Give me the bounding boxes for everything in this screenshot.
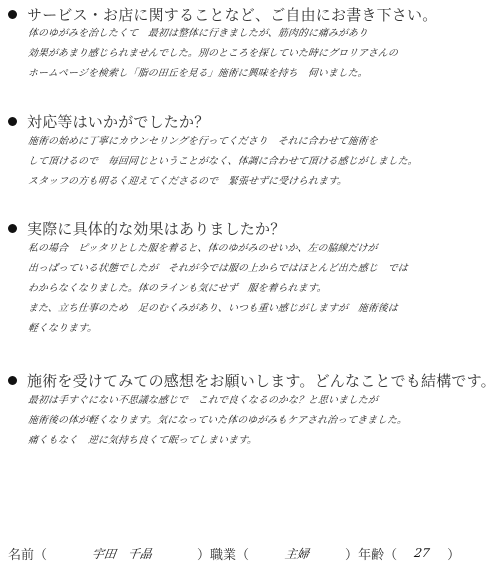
question-text: サービス・お店に関することなど、ご自由にお書き下さい。 (27, 5, 438, 24)
answer-line: また、立ち仕事のため 足のむくみがあり、いつも重い感じがしますが 施術後は (27, 303, 399, 314)
question-text: 施術を受けてみての感想をお願いします。どんなことでも結構です。 (27, 371, 496, 390)
answer-line: 痛くもなく 逆に気持ち良くて眠ってしまいます。 (27, 435, 258, 446)
answer-line: わからなくなりました。体のラインも気にせず 服を着られます。 (27, 283, 328, 294)
age-close-paren: ） (447, 547, 461, 563)
question-row (8, 370, 496, 390)
bullet-icon (8, 376, 17, 385)
question-row (8, 218, 285, 238)
question-text: 対応等はいかがでしたか？ (27, 112, 210, 131)
name-close-paren: ） (197, 547, 211, 563)
job-close-paren: ） (345, 547, 359, 563)
answer-line: ホームページを検索し「脂の田丘を見る」施術に興味を持ち 伺いました。 (27, 68, 369, 79)
handwritten-answer (28, 239, 486, 339)
answer-line: 施術後の体が軽くなります。気になっていた体のゆがみもケアされ治ってきました。 (27, 415, 408, 426)
age-value: 27 (413, 546, 431, 560)
answer-line: 効果があまり感じられませんでした。別のところを探していた時にグロリアさんの (27, 48, 399, 59)
job-field (210, 544, 358, 563)
handwritten-answer (28, 391, 486, 451)
answer-line: 軽くなります。 (27, 323, 98, 334)
answer-line: スタッフの方も明るく迎えてくださるので 緊張せずに受けられます。 (27, 176, 348, 187)
answer-line: 施術の始めに丁寧にカウンセリングを行ってくださり それに合わせて施術を (27, 136, 379, 147)
handwritten-answer (28, 132, 486, 192)
question-row (8, 111, 209, 131)
age-label: 年齢（ (358, 547, 398, 563)
question-row (8, 4, 437, 24)
answer-line: 私の場合 ピッタリとした服を着ると、体のゆがみのせいか、左の脇線だけが (27, 243, 379, 254)
answer-line: 体のゆがみを治したくて 最初は整体に行きましたが、筋肉的に痛みがあり (27, 28, 369, 39)
bullet-icon (8, 117, 17, 126)
question-text: 実際に具体的な効果はありましたか？ (27, 219, 286, 238)
bullet-icon (8, 224, 17, 233)
answer-line: して頂けるので 毎回同じということがなく、体調に合わせて頂ける感じがしました。 (27, 156, 419, 167)
answer-line: 出っぱっている状態でしたが それが今では服の上からではほとんど出た感じ では (27, 263, 409, 274)
bullet-icon (8, 10, 17, 19)
handwritten-answer (28, 24, 486, 84)
answer-line: 最初は手すぐにない不思議な感じで これで良くなるのかな？と思いましたが (27, 395, 379, 406)
job-value: 主婦 (283, 546, 310, 561)
job-label: 職業（ (210, 547, 250, 563)
name-field (8, 544, 210, 563)
age-field (358, 544, 460, 563)
name-label: 名前（ (8, 547, 48, 563)
respondent-info (8, 544, 498, 562)
name-value: 宇田 千晶 (90, 546, 153, 561)
